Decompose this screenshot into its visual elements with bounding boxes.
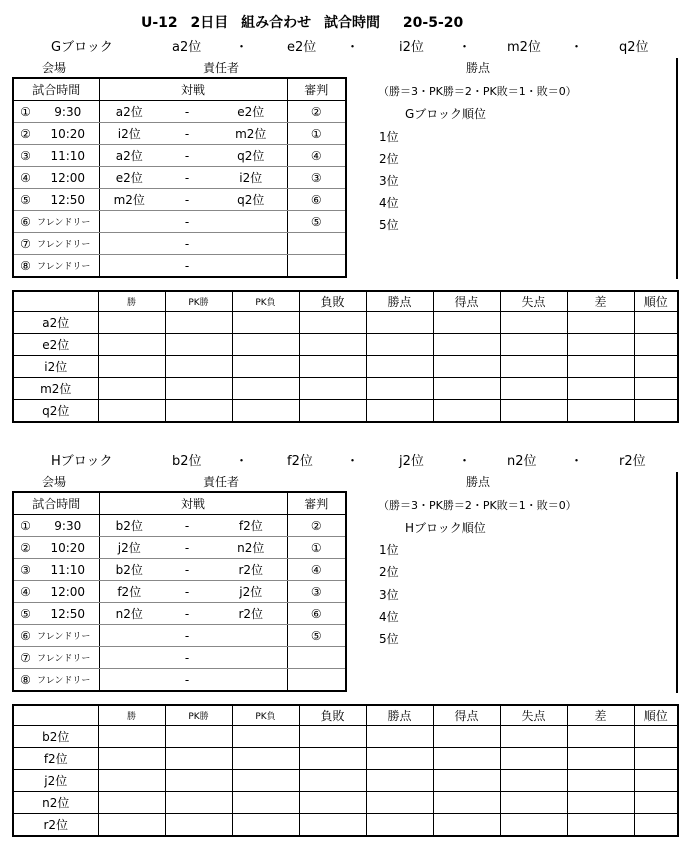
match-referee: ③ [287, 581, 346, 603]
match-row [13, 211, 346, 233]
match-away: j2位 [215, 581, 287, 603]
rank-label: 5位 [379, 218, 399, 232]
match-away: i2位 [215, 167, 287, 189]
match-vs: - [159, 559, 215, 581]
match-no: ⑦ [13, 233, 37, 255]
match-row [13, 255, 346, 278]
separator: ・ [570, 40, 584, 55]
header-pk-loss: PK負 [232, 291, 299, 312]
rank-label: 1位 [379, 543, 399, 557]
match-away: f2位 [215, 515, 287, 537]
points-label: 勝点 [466, 61, 491, 75]
match-away: r2位 [215, 559, 287, 581]
match-home [99, 625, 159, 647]
match-vs: - [159, 669, 215, 692]
match-no: ② [13, 123, 37, 145]
team-name: j2位 [13, 770, 98, 792]
match-away: r2位 [215, 603, 287, 625]
team-name: r2位 [619, 454, 646, 469]
match-table-header [13, 78, 346, 101]
ranking-title: Hブロック順位 [405, 521, 486, 535]
match-away [215, 647, 287, 669]
team-name: m2位 [13, 378, 98, 400]
team-name: f2位 [287, 454, 313, 469]
standings-row [13, 792, 678, 814]
points-rule: （勝＝3・PK勝＝2・PK敗＝1・敗＝0） [378, 85, 577, 98]
match-no: ② [13, 537, 37, 559]
separator: ・ [235, 40, 249, 55]
match-time: 12:50 [37, 603, 99, 625]
match-referee [287, 647, 346, 669]
rank-label: 2位 [379, 152, 399, 166]
manager-label: 責任者 [203, 475, 240, 489]
match-no: ④ [13, 167, 37, 189]
header-goals-for: 得点 [433, 705, 500, 726]
separator: ・ [458, 454, 472, 469]
match-time: フレンドリー [37, 625, 99, 647]
match-time: フレンドリー [37, 647, 99, 669]
header-pk-win: PK勝 [165, 291, 232, 312]
match-away: q2位 [215, 145, 287, 167]
match-vs: - [159, 189, 215, 211]
match-no: ⑥ [13, 625, 37, 647]
header-rank: 順位 [634, 705, 678, 726]
header-empty [13, 291, 98, 312]
match-referee: ⑤ [287, 211, 346, 233]
match-row [13, 559, 346, 581]
match-no: ⑧ [13, 255, 37, 278]
match-vs: - [159, 625, 215, 647]
match-home: e2位 [99, 167, 159, 189]
header-win: 勝 [98, 291, 165, 312]
match-home: b2位 [99, 515, 159, 537]
match-table-header [13, 492, 346, 515]
team-name: m2位 [507, 40, 541, 55]
match-no: ③ [13, 145, 37, 167]
header-match: 対戦 [99, 492, 287, 515]
match-referee: ① [287, 537, 346, 559]
team-name: b2位 [13, 726, 98, 748]
standings-table [12, 290, 679, 423]
match-vs: - [159, 123, 215, 145]
separator: ・ [458, 40, 472, 55]
match-away [215, 669, 287, 692]
header-match: 対戦 [99, 78, 287, 101]
match-row [13, 101, 346, 123]
match-vs: - [159, 233, 215, 255]
venue-label: 会場 [42, 475, 67, 489]
match-referee [287, 669, 346, 692]
match-row [13, 123, 346, 145]
manager-label: 責任者 [203, 61, 240, 75]
title-category: U-12 [141, 15, 178, 31]
match-vs: - [159, 603, 215, 625]
match-home: n2位 [99, 603, 159, 625]
match-away [215, 255, 287, 278]
match-away: e2位 [215, 101, 287, 123]
team-name: a2位 [172, 40, 202, 55]
match-away [215, 625, 287, 647]
rank-label: 3位 [379, 588, 399, 602]
match-no: ⑧ [13, 669, 37, 692]
header-points: 勝点 [366, 291, 433, 312]
match-referee [287, 233, 346, 255]
venue-label: 会場 [42, 61, 67, 75]
match-referee: ⑥ [287, 189, 346, 211]
match-row [13, 647, 346, 669]
match-referee: ④ [287, 145, 346, 167]
match-time: 9:30 [37, 101, 99, 123]
team-name: q2位 [13, 400, 98, 423]
match-home: m2位 [99, 189, 159, 211]
header-pk-loss: PK負 [232, 705, 299, 726]
separator: ・ [570, 454, 584, 469]
separator: ・ [346, 40, 360, 55]
match-home [99, 647, 159, 669]
match-vs: - [159, 101, 215, 123]
match-time: フレンドリー [37, 669, 99, 692]
match-away: m2位 [215, 123, 287, 145]
team-name: n2位 [507, 454, 537, 469]
match-home: a2位 [99, 145, 159, 167]
header-empty [13, 705, 98, 726]
match-no: ⑦ [13, 647, 37, 669]
standings-row [13, 400, 678, 423]
separator: ・ [235, 454, 249, 469]
match-time: 10:20 [37, 537, 99, 559]
match-row [13, 167, 346, 189]
match-no: ⑤ [13, 603, 37, 625]
title-date: 20-5-20 [402, 15, 464, 31]
match-no: ⑥ [13, 211, 37, 233]
team-name: i2位 [13, 356, 98, 378]
match-referee [287, 255, 346, 278]
header-diff: 差 [567, 291, 634, 312]
match-referee: ⑥ [287, 603, 346, 625]
match-time: 12:00 [37, 581, 99, 603]
header-loss: 負敗 [299, 705, 366, 726]
ranking-title: Gブロック順位 [405, 107, 487, 121]
standings-table [12, 704, 679, 837]
match-time: 11:10 [37, 145, 99, 167]
separator: ・ [346, 454, 360, 469]
rank-label: 5位 [379, 632, 399, 646]
standings-row [13, 814, 678, 837]
team-name: r2位 [13, 814, 98, 837]
standings-row [13, 726, 678, 748]
match-row [13, 537, 346, 559]
match-no: ③ [13, 559, 37, 581]
match-home [99, 211, 159, 233]
header-time: 試合時間 [13, 78, 99, 101]
team-name: f2位 [13, 748, 98, 770]
match-row [13, 233, 346, 255]
match-row [13, 145, 346, 167]
points-label: 勝点 [466, 475, 491, 489]
title-text: 組み合わせ [241, 15, 312, 31]
ranking-border [676, 58, 678, 279]
match-referee: ② [287, 101, 346, 123]
match-vs: - [159, 537, 215, 559]
match-time: フレンドリー [37, 233, 99, 255]
team-name: e2位 [13, 334, 98, 356]
standings-header [13, 291, 678, 312]
team-name: e2位 [287, 40, 317, 55]
rank-label: 4位 [379, 610, 399, 624]
rank-label: 4位 [379, 196, 399, 210]
page-title [141, 12, 463, 32]
match-vs: - [159, 581, 215, 603]
match-time: 9:30 [37, 515, 99, 537]
title-day: 2日目 [190, 15, 229, 31]
header-pk-win: PK勝 [165, 705, 232, 726]
block-label: Hブロック [51, 454, 113, 469]
header-goals-for: 得点 [433, 291, 500, 312]
team-name: a2位 [13, 312, 98, 334]
header-points: 勝点 [366, 705, 433, 726]
ranking-border [676, 472, 678, 693]
match-no: ⑤ [13, 189, 37, 211]
header-win: 勝 [98, 705, 165, 726]
header-referee: 審判 [287, 78, 346, 101]
match-no: ① [13, 101, 37, 123]
match-row [13, 515, 346, 537]
match-referee: ③ [287, 167, 346, 189]
match-home [99, 669, 159, 692]
match-home: i2位 [99, 123, 159, 145]
match-vs: - [159, 167, 215, 189]
match-vs: - [159, 145, 215, 167]
match-home: f2位 [99, 581, 159, 603]
standings-row [13, 770, 678, 792]
match-away: n2位 [215, 537, 287, 559]
header-time: 試合時間 [13, 492, 99, 515]
match-vs: - [159, 515, 215, 537]
match-home [99, 255, 159, 278]
match-row [13, 603, 346, 625]
team-name: i2位 [399, 40, 424, 55]
team-name: q2位 [619, 40, 649, 55]
standings-row [13, 356, 678, 378]
standings-row [13, 312, 678, 334]
match-time: 12:50 [37, 189, 99, 211]
match-time: 10:20 [37, 123, 99, 145]
match-referee: ② [287, 515, 346, 537]
title-time-label: 試合時間 [324, 15, 381, 31]
match-vs: - [159, 211, 215, 233]
match-vs: - [159, 255, 215, 278]
match-row [13, 581, 346, 603]
team-name: j2位 [399, 454, 424, 469]
match-away [215, 233, 287, 255]
match-away [215, 211, 287, 233]
match-row [13, 669, 346, 692]
match-away: q2位 [215, 189, 287, 211]
match-time: 11:10 [37, 559, 99, 581]
match-vs: - [159, 647, 215, 669]
match-referee: ④ [287, 559, 346, 581]
match-table [12, 77, 347, 278]
match-home: b2位 [99, 559, 159, 581]
header-referee: 審判 [287, 492, 346, 515]
header-rank: 順位 [634, 291, 678, 312]
match-home: a2位 [99, 101, 159, 123]
match-row [13, 625, 346, 647]
match-time: フレンドリー [37, 211, 99, 233]
team-name: n2位 [13, 792, 98, 814]
match-referee: ⑤ [287, 625, 346, 647]
match-table [12, 491, 347, 692]
rank-label: 2位 [379, 565, 399, 579]
match-time: フレンドリー [37, 255, 99, 278]
block-label: Gブロック [51, 40, 113, 55]
match-referee: ① [287, 123, 346, 145]
team-name: b2位 [172, 454, 202, 469]
match-no: ④ [13, 581, 37, 603]
header-loss: 負敗 [299, 291, 366, 312]
standings-row [13, 378, 678, 400]
match-home [99, 233, 159, 255]
header-goals-against: 失点 [500, 291, 567, 312]
match-no: ① [13, 515, 37, 537]
match-time: 12:00 [37, 167, 99, 189]
rank-label: 3位 [379, 174, 399, 188]
rank-label: 1位 [379, 130, 399, 144]
match-row [13, 189, 346, 211]
match-home: j2位 [99, 537, 159, 559]
standings-header [13, 705, 678, 726]
standings-row [13, 748, 678, 770]
points-rule: （勝＝3・PK勝＝2・PK敗＝1・敗＝0） [378, 499, 577, 512]
header-goals-against: 失点 [500, 705, 567, 726]
header-diff: 差 [567, 705, 634, 726]
standings-row [13, 334, 678, 356]
